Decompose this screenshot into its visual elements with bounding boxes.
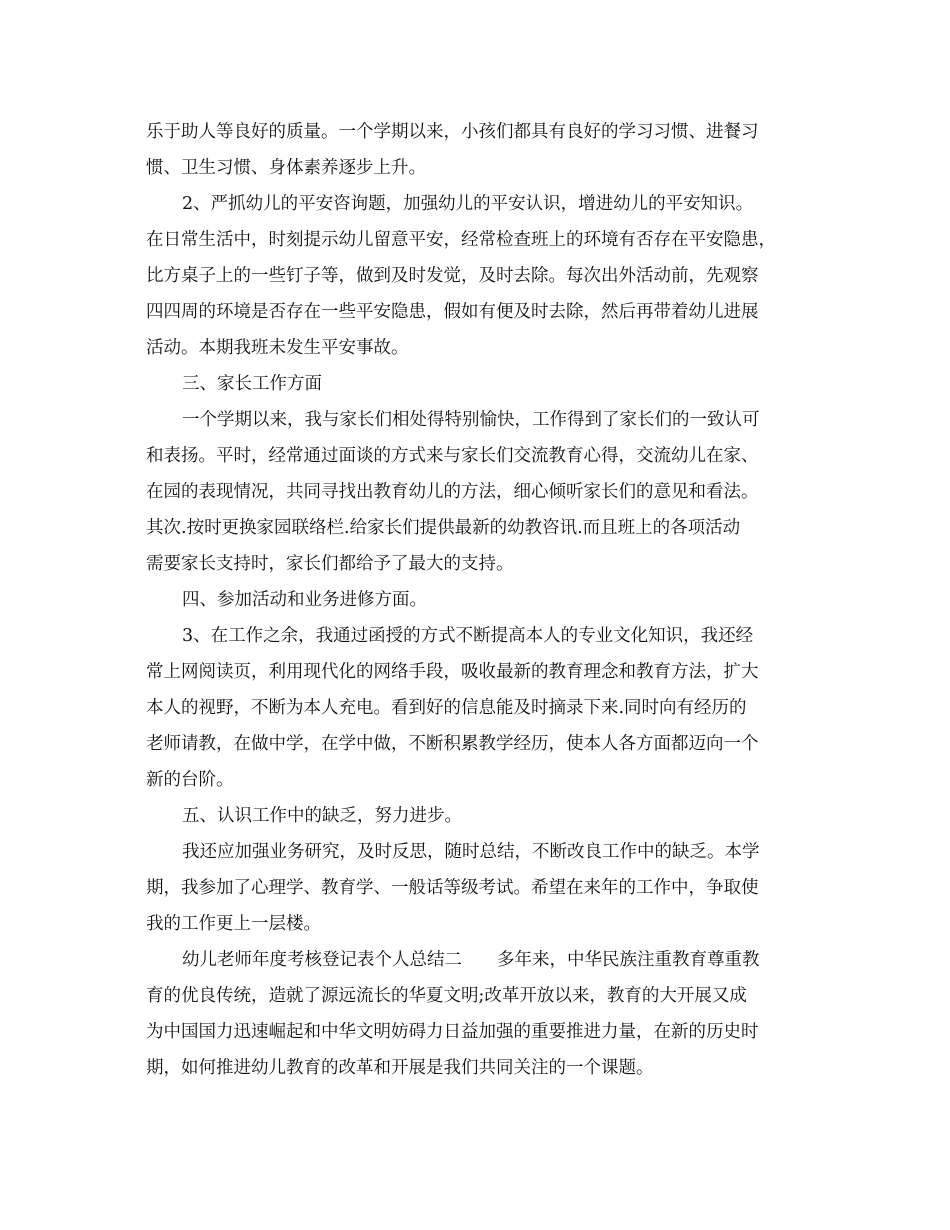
text-line: 本人的视野，不断为本人充电。看到好的信息能及时摘录下来.同时向有经历的 <box>146 698 747 718</box>
text-line: 在日常生活中，时刻提示幼儿留意平安，经常检查班上的环境有否存在平安隐患， <box>146 230 776 250</box>
text-line: 幼儿老师年度考核登记表个人总结二 多年来，中华民族注重教育尊重教 <box>182 950 760 970</box>
text-line: 期，如何推进幼儿教育的改革和开展是我们共同关注的一个课题。 <box>146 1058 654 1078</box>
text-line: 3、在工作之余，我通过函授的方式不断提高本人的专业文化知识，我还经 <box>182 626 754 646</box>
text-line: 三、家长工作方面 <box>182 374 322 394</box>
text-line: 活动。本期我班未发生平安事故。 <box>146 338 409 358</box>
text-line: 一个学期以来，我与家长们相处得特别愉快，工作得到了家长们的一致认可 <box>182 410 760 430</box>
text-line: 惯、卫生习惯、身体素养逐步上升。 <box>146 158 426 178</box>
text-line: 五、认识工作中的缺乏，努力进步。 <box>182 806 462 826</box>
text-line: 在园的表现情况，共同寻找出教育幼儿的方法，细心倾听家长们的意见和看法。 <box>146 482 759 502</box>
text-line: 为中国国力迅速崛起和中华文明妨碍力日益加强的重要推进力量，在新的历史时 <box>146 1022 759 1042</box>
text-line: 乐于助人等良好的质量。一个学期以来，小孩们都具有良好的学习习惯、进餐习 <box>146 122 759 142</box>
text-line: 老师请教，在做中学，在学中做，不断积累教学经历，使本人各方面都迈向一个 <box>146 734 759 754</box>
document-body <box>146 114 806 1086</box>
text-line: 常上网阅读页，利用现代化的网络手段，吸收最新的教育理念和教育方法，扩大 <box>146 662 759 682</box>
text-line: 我还应加强业务研究，及时反思，随时总结，不断改良工作中的缺乏。本学 <box>182 842 760 862</box>
text-line: 期，我参加了心理学、教育学、一般话等级考试。希望在来年的工作中，争取使 <box>146 878 759 898</box>
text-line: 四、参加活动和业务进修方面。 <box>182 590 427 610</box>
text-line: 我的工作更上一层楼。 <box>146 914 321 934</box>
text-line: 育的优良传统，造就了源远流长的华夏文明;改革开放以来，教育的大开展又成 <box>146 986 747 1006</box>
text-line: 和表扬。平时，经常通过面谈的方式来与家长们交流教育心得，交流幼儿在家、 <box>146 446 759 466</box>
text-line: 2、严抓幼儿的平安咨询题，加强幼儿的平安认识，增进幼儿的平安知识。 <box>182 194 754 214</box>
text-line: 其次.按时更换家园联络栏.给家长们提供最新的幼教咨讯.而且班上的各项活动 <box>146 518 741 538</box>
text-line: 需要家长支持时，家长们都给予了最大的支持。 <box>146 554 514 574</box>
text-line: 四四周的环境是否存在一些平安隐患，假如有便及时去除，然后再带着幼儿进展 <box>146 302 759 322</box>
text-line: 比方桌子上的一些钉子等，做到及时发觉，及时去除。每次出外活动前，先观察 <box>146 266 759 286</box>
text-line: 新的台阶。 <box>146 770 234 790</box>
